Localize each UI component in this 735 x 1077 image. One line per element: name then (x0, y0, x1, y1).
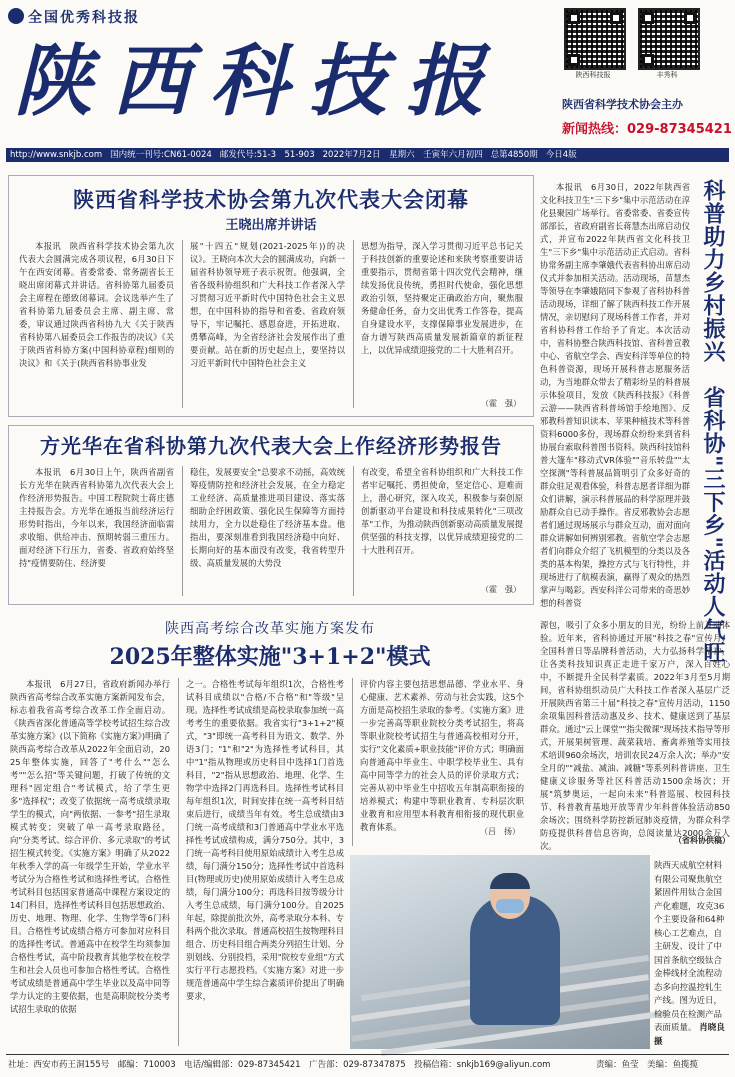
globe-icon (8, 8, 24, 24)
photo-caption-text: 陕西天成航空材料有限公司聚焦航空紧固件用钛合金国产化难题，攻克36个主要设备和64种核心工艺难点，自主研发、设计了中国首条航空级钛合金棒线材全流程动态多向控温控轧生产线。图为近日，检验员在检测产品表面质量。 (654, 861, 725, 1033)
paper-title: 陕西科技报 (14, 36, 505, 127)
sidebar-byline: （省科协供稿） (674, 836, 730, 845)
info-postal: 邮发代号:51-3 51-903 (219, 150, 315, 160)
article3-col2: 之一。合格性考试每年组织1次，合格性考试科目成绩以"合格/不合格"和"等级"呈现。选择性考试成绩是高校录取参加统一高考考生的重要依据。我省实行"3+1+2"模式，"3"即统一高考科目为语文、数学、外语3门；"1"和"2"为选择性考试科目，其中"1"指从物理或历史科目中选择1门首选科目，"2"指从思想政治、地理、化学、生物学中选择2门再选科目。选择性考试科目每年组织1次，时间安排在统一高考科目结束后进行，成绩当年有效。考生总成绩由3门统一高考成绩和3门普通高中学业水平选择性考试成绩构成，满分750分。其中，3门统一高考科目使用原始成绩计入考生总成绩，每门满分150分；选择性考试中首选科目(物理或历史)使用原始成绩计入考生总成绩，每门满分100分；再选科目按等级分计入考生总成绩，每门满分100分。自2025年起，除提前批次外，高考录取分本科、专科两个批次录取。普通高校招生按物理科目组合、历史科目组合两类分列招生计划、分别划线、分别投档，采用"院校专业组"方式实行平行志愿投档。《实施方案》对进一步规范普通高中学生综合素质评价提出了明确要求， (186, 679, 344, 1001)
article3-kicker: 陕西高考综合改革实施方案发布 (165, 621, 375, 637)
qr-caption-1: 陕西科技报 (575, 71, 611, 79)
article1-subtitle: 王晓出席并讲话 (225, 218, 317, 233)
article2-col1: 本报讯 6月30日上午，陕西省副省长方光华在陕西省科协第九次代表大会上作经济形势报告。中国工程院院士蒋庄德主持报告会。方光华在通报当前经济运行形势时指出，今年以来，我国经济面临需求收缩、供给冲击、预期转弱三重压力。面对经济下行压力，省委、省政府始终坚持"疫情要防住、经济要 (19, 467, 174, 568)
article1-col2: 展"十四五"规划(2021-2025年))的决议》。王晓向本次大会的圆满成功，向新一届省科协领导班子表示祝贺。他强调，全省各级科协组织和广大科技工作者深入学习贯彻习近平新时代中国特色社会主义思想，在中国科协的指导和省委、省政府领导下，牢记嘱托、感恩奋进，开拓进取、勇攀高峰，为全省经济社会发展作出了重要贡献。站在新的历史起点上，要坚持以习近平新时代中国特色社会主义 (190, 241, 345, 368)
article2-title: 方光华在省科协第九次代表大会上作经济形势报告 (40, 434, 502, 458)
sidebar-text: 本报讯 6月30日，2022年陕西省文化科技卫生"三下乡"集中示范活动在淳化县聚园广场举行。省委常委、省委宣传部部长，省政府副省长蒋慧杰出席启动仪式，并宣布2022年陕西省文化科技卫生"三下乡"集中示范活动正式启动。省科协常务副主席李肇娥代表省科协出席启动仪式并参加相关活动。活动现场，苗慧杰等领导在李肇娥陪同下参观了省科协科普活动现场，详细了解了陕西科技工作开展情况，亲切慰问了现场科普工作者，并对省科协科普工作给予了肯定。本次活动中，省科协整合陕西科技馆、省科普宣教中心、省航空学会、西安科洋等单位的特色科普资源，现场开展科普志愿服务活动，为当地群众带去了精彩纷呈的科普展示体验项目，发放《陕西科技报》《科普云游——陕西省科普场馆手绘地图》、反邪教科普知识读本、苹果种植技术等科普资料6000多份，现场群众纷纷来到省科协展台索取科普图书资料。陕西科技馆科普大篷车"移动式VR体验""音乐转盘""太空探测"等科普展品简明引了众多好奇的群众驻足观看体验，科普志愿者详细为群众们讲解，演示科普展品的科学原理并鼓励群众自已动手操作。省反邪教协会志愿者们通过现场展示与群众互动，面对面向群众讲解如何辨别邪教。省航空学会志愿者们向群众介绍了飞机模型的分类以及各类的基本构架，操控方式与飞行特性，并现场进行了航模表演，赢得了观众的热烈掌声与喝彩。西安科洋公司带来的奇思妙想的科普资 (540, 182, 690, 608)
article3-col3: 评价内容主要包括思想品德、学业水平、身心健康、艺术素养、劳动与社会实践，这5个方面是高校招生录取的参考。《实施方案》进一步完善高等职业院校分类考试招生，将高等职业院校考试招生与普通高校相对分开，实行"文化素质+职业技能"评价方式；明确面向普通高中毕业生、中职学校毕业生、具有高中同等学力的社会人员的评价录取方式；完善从初中毕业生中招收五年制高职衔接的培养模式；构建中等职业教育、专科层次职业教育和应用型本科教育相衔接的现代职业教育体系。 (360, 679, 524, 832)
article1-title: 陕西省科学技术协会第九次代表大会闭幕 (73, 188, 469, 212)
footer-address: 社址：西安市药王洞155号 邮编：710003 电话/编辑部：029-87345421 广告部：029-87347875 投稿信箱：snkjb169@aliyun.com (8, 1060, 551, 1070)
qr-caption-2: 丰秀科 (656, 71, 678, 79)
article3-col1: 本报讯 6月27日，省政府新闻办举行陕西省高考综合改革实施方案新闻发布会，标志着我省高考综合改革工作全面启动。《陕西省深化普通高等学校考试招生综合改革实施方案》(以下简称《实施方案》)明确了陕西高考综合改革从2022年全面启动，2025年整体实施，回答了"考什么""怎么考""怎么招"等关键问题，打破了传统的文理科"固定组合"考试模式，给了学生更多"选择权"；改变了依据统一高考成绩录取学生的模式，向"两依据、一参考"招生录取模式转变；突破了单一高考录取路径，向"分类考试、综合评价、多元录取"的考试招生模式转变。《实施方案》明确了从2022年秋季入学的高一年级学生开始，学业水平考试分为合格性考试和选择性考试。合格性考试科目包括国家普通高中课程方案设定的14门科目，选择性考试科目包括思想政治、历史、地理、物理、化学、生物学等6门科目。合格性考试成绩合格方可参加对应科目的选择性考试。普通高中在校学生均须参加合格性考试，高中阶段教育其他学校在校学生和社会人员也可参加合格性考试。合格性考试成绩是普通高中学生毕业以及高中同等学力认定的主要依据，也是高职院校分类考试招生录取的依据 (10, 679, 170, 1014)
article2-col2: 稳住，发展要安全"总要求不动摇，高效统筹疫情防控和经济社会发展，在全力稳定工业经济、高质量推进项目建设、落实落细助企纾困政策、强化民生保障等方面持续用力，全力以赴稳住了经济基本盘。他指出，要深刻准看到我国经济稳中向好、长期向好的基本面没有改变，我省转型升级、高质量发展的大势没 (190, 467, 345, 568)
info-pages: 今日4版 (545, 150, 577, 160)
sidebar-countryside (540, 175, 732, 851)
info-bar (6, 148, 729, 162)
qr-code-2 (638, 8, 700, 70)
info-website[interactable]: http://www.snkjb.com (10, 150, 103, 160)
article1-col3: 思想为指导，深入学习贯彻习近平总书记关于科技创新的重要论述和来陕考察重要讲话重要指示，贯彻省第十四次党代会精神，继续发扬优良传统，勇担时代使命，强化思想政治引领，坚持聚定正确政治方向，聚焦服务健命任务，奋力交出优秀工作答卷，提高自身建设水平，支撑保障事业发展进步，在奋力谱写陕西高质量发展新篇章的新征程上，以优异成绩迎接党的二十大胜利召开。 (361, 241, 523, 355)
qr-code-1 (564, 8, 626, 70)
article1-byline: （霍 强） (481, 399, 521, 408)
network-label: 全国优秀科技报 (28, 10, 140, 26)
photo-credit: 肖晓良 摄 (654, 1023, 734, 1047)
hotline: 新闻热线：029-87345421 (562, 122, 732, 137)
sponsor-text: 陕西省科学技术协会主办 (562, 98, 683, 111)
article2-byline: （霍 强） (481, 585, 521, 594)
photo-caption (654, 860, 734, 1049)
article1-col1: 本报讯 陕西省科学技术协会第九次代表大会圆满完成各项议程，6月30日下午在西安闭幕。省委常委、常务副省长王晓出席闭幕式并讲话。省科协第九届委员会主席程在德致闭幕词。会议选举产生了省科协第九届委员会主席、副主席、常委，审议通过陕西省科协九大《关于陕西省科协第八届委员会工作报告的决议》《关于陕西省科协方案(中国科协章程)细则的决议》和《关于(陕西省科协事业发 (19, 241, 174, 368)
sidebar-vertical-title (696, 179, 730, 664)
footer-editor: 责编：鱼莹 美编：鱼揽揽 (596, 1060, 699, 1070)
article2-col3: 有改变，希望全省科协组织和广大科技工作者牢记嘱托、勇担使命，坚定信心、迎难而上，潜心研究，深入攻关，积极参与秦创原创新驱动平台建设和科技成果转化"三项改革"工作，为推动陕西创新驱动高质量发展提供坚强的科技支撑，以优异成绩迎接党的二十大胜利召开。 (361, 467, 523, 555)
article3-title: 2025年整体实施"3+1+2"模式 (109, 644, 431, 670)
article3-byline: （吕 扬） (480, 827, 520, 836)
sidebar-vertical-title-text: 科普助力乡村振兴 省科协"三下乡"活动人气旺 (700, 179, 725, 664)
info-issue: 总第4850期 (490, 150, 538, 160)
masthead (0, 0, 735, 148)
article-economy-report (8, 425, 534, 605)
info-cn: 国内统一刊号:CN61-0024 (110, 150, 212, 160)
sidebar-text-cont: 源包，吸引了众多小朋友的目光，纷纷上前互动体验。近年来，省科协通过开展"科技之春"宣传月、全国科普日等品牌科普活动，大力弘扬科学精神，让各类科技知识真正走进千家万户，深入百姓心中，不断提升全民科学素质。2022年3月至5月期间，省科协组织动员广大科技工作者深入基层广泛开展陕西省第三十届"科技之春"宣传月活动，1150余项集因科普活动惠及乡、技术、健康送到了基层群众。通过"云上课堂""指尖微课"现场技术指导等形式，开展果树管理、蔬菜栽培、畜禽养殖等实用技术培训960余场次，培训农民24万余人次；举办"安全月的""减盐、减油、减糖"等系列科普讲座、卫生健康义诊服务等社区科普活动1500余场次；开展"筑梦奥运，一起向未来"科普巡展、校园科技节、科普教育基地开放等青少年科普体验活动850余场次；围绕科学防控新冠肺炎疫情，为群众科学防疫提供科普信息咨询，总阅读量达2000余万人次。 (540, 620, 730, 851)
info-date: 2022年7月2日 星期六 壬寅年六月初四 (322, 150, 483, 160)
factory-photo (350, 855, 650, 1049)
article-congress-close (8, 175, 534, 417)
